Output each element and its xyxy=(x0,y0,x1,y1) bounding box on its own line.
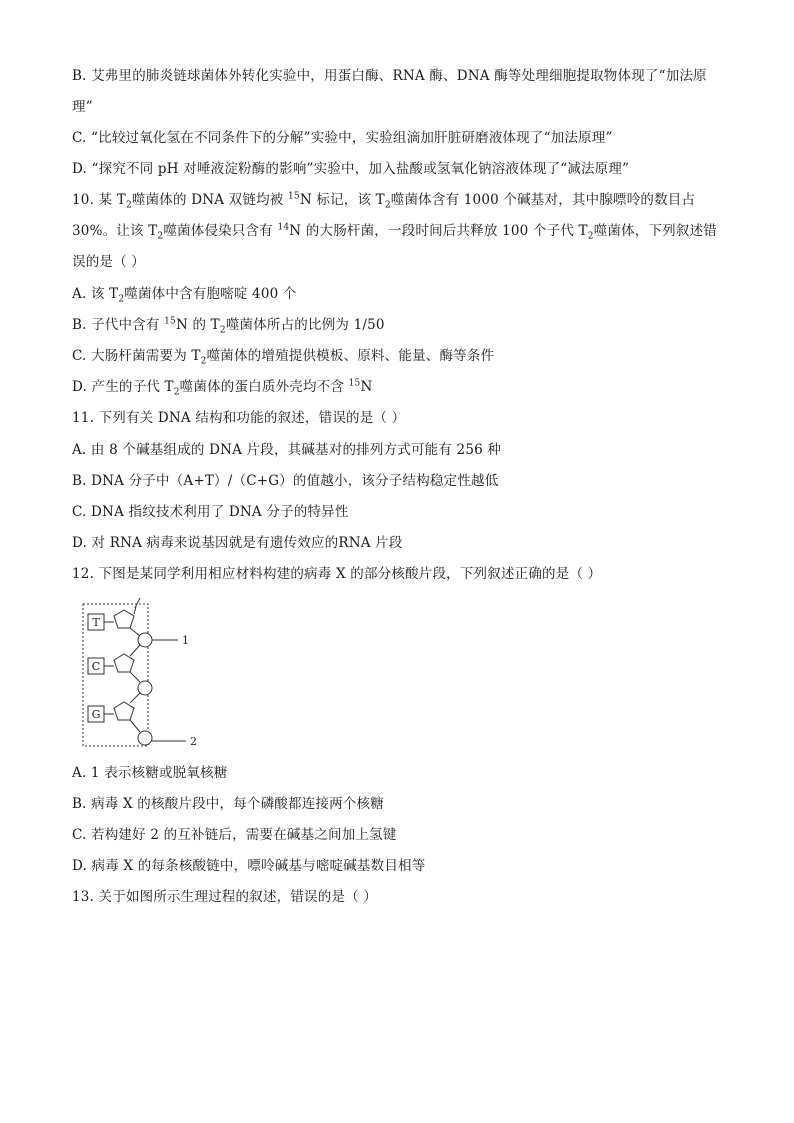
text-run: 噬菌体的增殖提供模板、原料、能量、酶等条件 xyxy=(206,348,495,364)
base-label-t: T xyxy=(92,616,100,629)
sugar-phosphate-bond xyxy=(130,720,140,732)
q9-option-b-line2: 理” xyxy=(72,99,93,115)
q10-option-c xyxy=(72,346,732,366)
text-run: 10. 某 T xyxy=(72,192,126,208)
q10-stem-line3: 误的是（ ） xyxy=(72,254,145,270)
backbone-tail xyxy=(135,598,140,608)
sugar-pentagon xyxy=(114,702,134,720)
q11-stem: 11. 下列有关 DNA 结构和功能的叙述，错误的是（ ） xyxy=(72,410,406,426)
text-run: 噬菌体所占的比例为 1/50 xyxy=(225,317,385,333)
superscript: 15 xyxy=(348,378,361,389)
q11-option-c: C. DNA 指纹技术利用了 DNA 分子的特异性 xyxy=(72,504,349,520)
q11-option-d: D. 对 RNA 病毒来说基因就是有遗传效应的RNA 片段 xyxy=(72,535,403,551)
sugar-pentagon xyxy=(114,610,134,628)
q10-option-b xyxy=(72,315,732,335)
base-label-c: C xyxy=(91,660,101,673)
subscript: 2 xyxy=(157,231,164,242)
sugar-phosphate-bond xyxy=(130,672,140,682)
text-run: 噬菌体含有 1000 个碱基对，其中腺嘌呤的数目占 xyxy=(390,192,696,208)
text-run: A. 该 T xyxy=(72,286,119,302)
phosphate-circle-1 xyxy=(138,633,152,647)
text-run: 30%。让该 T xyxy=(72,223,158,239)
q10-option-d xyxy=(72,377,732,397)
text-run: N xyxy=(360,379,373,395)
subscript: 2 xyxy=(587,231,594,242)
text-run: 噬菌体侵染只含有 xyxy=(163,223,278,239)
base-label-g: G xyxy=(91,708,101,721)
text-run: 噬菌体的蛋白质外壳均不含 xyxy=(179,379,349,395)
phosphate-circle-3 xyxy=(138,731,152,745)
subscript: 2 xyxy=(384,200,391,211)
nucleic-acid-svg xyxy=(78,596,208,756)
q13-stem: 13. 关于如图所示生理过程的叙述，错误的是（ ） xyxy=(72,889,378,905)
sugar-pentagon xyxy=(114,654,134,672)
sugar-phosphate-bond xyxy=(134,607,136,614)
text-run: 噬菌体，下列叙述错 xyxy=(593,223,717,239)
sugar-phosphate-bond xyxy=(130,628,140,636)
text-run: B. 子代中含有 xyxy=(72,317,165,333)
text-run: C. 大肠杆菌需要为 T xyxy=(72,348,201,364)
q12-option-c: C. 若构建好 2 的互补链后，需要在碱基之间加上氢键 xyxy=(72,827,397,843)
q10-option-a xyxy=(72,284,732,304)
phosphate-circle-2 xyxy=(138,681,152,695)
phosphate-sugar-bond xyxy=(130,645,140,656)
q12-option-d: D. 病毒 X 的每条核酸链中，嘌呤碱基与嘧啶碱基数目相等 xyxy=(72,858,426,874)
superscript: 14 xyxy=(277,222,290,233)
q11-option-a: A. 由 8 个碱基组成的 DNA 片段，其碱基对的排列方式可能有 256 种 xyxy=(72,442,502,458)
label-2: 2 xyxy=(190,735,197,748)
q9-option-b-line1: B. 艾弗里的肺炎链球菌体外转化实验中，用蛋白酶、RNA 酶、DNA 酶等处理细胞提取物体现了“加法原 xyxy=(72,68,707,84)
text-run: D. 产生的子代 T xyxy=(72,379,174,395)
subscript: 2 xyxy=(125,200,132,211)
subscript: 2 xyxy=(173,387,180,398)
q11-option-b: B. DNA 分子中（A+T）/（C+G）的值越小，该分子结构稳定性越低 xyxy=(72,473,499,489)
superscript: 15 xyxy=(287,191,300,202)
q10-stem-line1 xyxy=(72,190,732,210)
q10-stem-line2 xyxy=(72,221,732,241)
text-run: N 标记，该 T xyxy=(299,192,385,208)
text-run: N 的 T xyxy=(175,317,220,333)
subscript: 2 xyxy=(118,294,125,305)
text-run: 噬菌体中含有胞嘧啶 400 个 xyxy=(124,286,297,302)
superscript: 15 xyxy=(164,316,176,327)
subscript: 2 xyxy=(200,356,207,367)
q12-option-a: A. 1 表示核糖或脱氧核糖 xyxy=(72,765,228,781)
phosphate-sugar-bond xyxy=(130,693,140,703)
q9-option-c: C. “比较过氧化氢在不同条件下的分解”实验中，实验组滴加肝脏研磨液体现了“加法原理” xyxy=(72,130,613,146)
q12-option-b: B. 病毒 X 的核酸片段中，每个磷酸都连接两个核糖 xyxy=(72,796,384,812)
label-1: 1 xyxy=(182,634,189,647)
text-run: N 的大肠杆菌，一段时间后共释放 100 个子代 T xyxy=(289,223,588,239)
subscript: 2 xyxy=(219,325,226,336)
text-run: 噬菌体的 DNA 双链均被 xyxy=(131,192,288,208)
q12-stem: 12. 下图是某同学利用相应材料构建的病毒 X 的部分核酸片段，下列叙述正确的是（ ） xyxy=(72,566,602,582)
nucleic-acid-diagram xyxy=(78,596,208,756)
q9-option-d: D. “探究不同 pH 对唾液淀粉酶的影响”实验中，加入盐酸或氢氧化钠溶液体现了“减法原理” xyxy=(72,161,630,177)
